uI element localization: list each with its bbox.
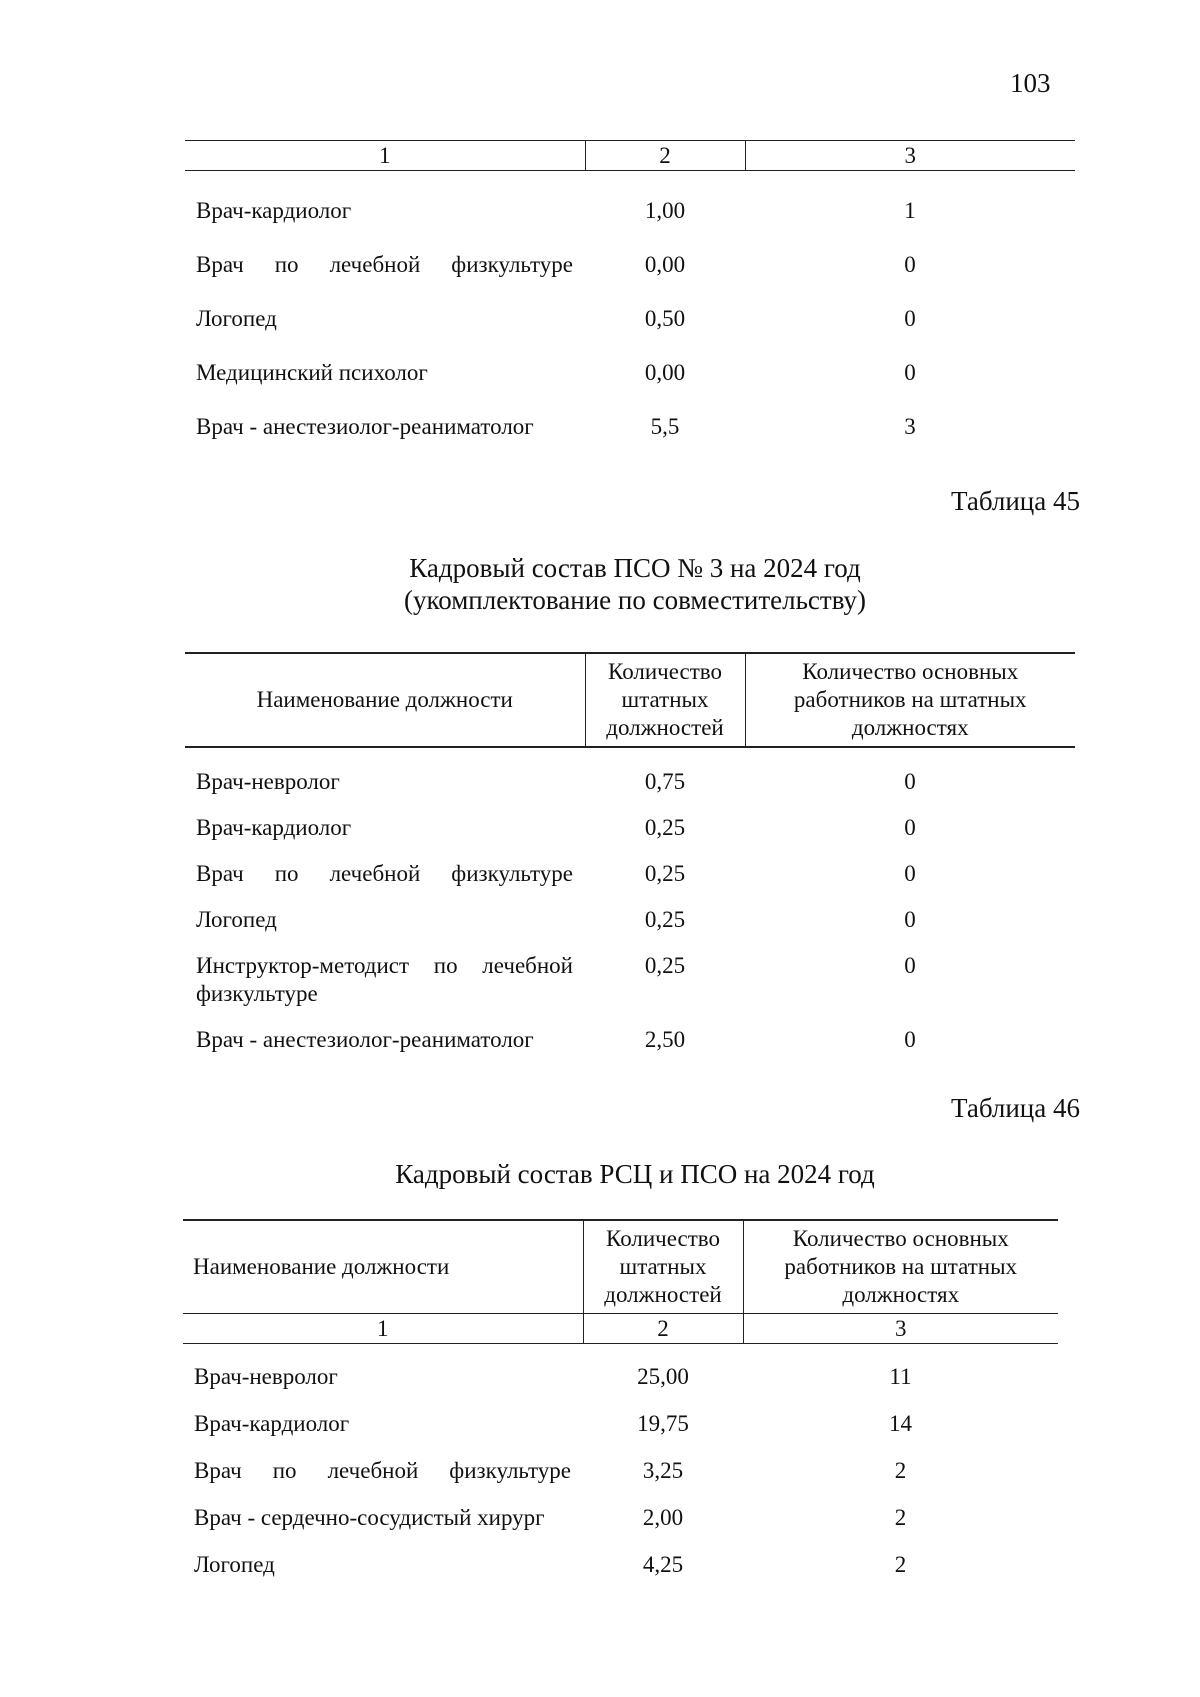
staff-count: 0,25: [644, 907, 686, 932]
position-name: Врач-кардиолог: [196, 198, 352, 223]
table-row: [183, 1391, 1058, 1438]
staff-count: 0,75: [644, 769, 686, 794]
worker-count: 3: [904, 414, 916, 439]
staff-count: 25,00: [637, 1364, 689, 1389]
column-number: 2: [583, 1314, 743, 1344]
staff-count: 0,25: [644, 953, 686, 978]
table-46: [183, 1219, 1058, 1579]
column-number: 2: [585, 141, 745, 171]
table-row: [185, 842, 1075, 888]
column-number-row: [185, 141, 1075, 171]
table-45-subtitle: (укомплектование по совместительству): [403, 585, 867, 615]
position-name: Врач-кардиолог: [194, 1411, 350, 1436]
position-name: Врач - анестезиолог-реаниматолог: [196, 414, 534, 439]
header-row: [185, 653, 1075, 747]
table-row: [185, 171, 1075, 226]
table-45-title: Кадровый состав ПСО № 3 на 2024 год: [409, 553, 861, 583]
position-name: Врач-невролог: [194, 1364, 338, 1389]
position-name: Логопед: [194, 1552, 275, 1577]
worker-count: 0: [904, 861, 916, 886]
header-position-name: Наименование должности: [183, 1220, 583, 1314]
position-name: Врач по лечебной физкультуре: [196, 861, 573, 886]
header-position-name: Наименование должности: [185, 653, 585, 747]
position-name: Врач по лечебной физкультуре: [194, 1458, 571, 1483]
staff-count: 2,50: [644, 1027, 686, 1052]
worker-count: 14: [889, 1411, 912, 1436]
table-45: [185, 652, 1075, 1054]
table-row: [185, 333, 1075, 387]
position-name: Врач - анестезиолог-реаниматолог: [196, 1027, 534, 1052]
table-row: [185, 1008, 1075, 1054]
header-worker-count: Количество основных работников на штатных должностях: [745, 653, 1075, 747]
header-staff-count: Количество штатных должностей: [583, 1220, 743, 1314]
staff-count: 1,00: [644, 198, 686, 223]
header-staff-count: Количество штатных должностей: [585, 653, 745, 747]
worker-count: 0: [904, 907, 916, 932]
worker-count: 0: [904, 1027, 916, 1052]
worker-count: 0: [904, 252, 916, 277]
worker-count: 1: [904, 198, 916, 223]
staff-count: 0,00: [644, 252, 686, 277]
position-name: Врач - сердечно-сосудистый хирург: [194, 1505, 545, 1530]
table-row: [183, 1485, 1058, 1532]
table-46-title: Кадровый состав РСЦ и ПСО на 2024 год: [395, 1159, 875, 1189]
worker-count: 2: [894, 1458, 907, 1483]
staff-count: 0,25: [644, 815, 686, 840]
column-number: 3: [745, 141, 1075, 171]
table-row: [185, 888, 1075, 934]
worker-count: 0: [904, 769, 916, 794]
table-row: [185, 279, 1075, 333]
worker-count: 0: [904, 360, 916, 385]
worker-count: 11: [889, 1364, 912, 1389]
page-number: 103: [1010, 68, 1051, 98]
header-worker-count: Количество основных работников на штатных должностях: [743, 1220, 1058, 1314]
position-name: Медицинский психолог: [196, 360, 428, 385]
table-row: [185, 225, 1075, 279]
staff-count: 5,5: [650, 414, 680, 439]
header-row: [183, 1220, 1058, 1314]
staff-count: 3,25: [642, 1458, 684, 1483]
table-row: [185, 934, 1075, 1008]
table-row: [183, 1438, 1058, 1485]
staff-count: 2,00: [642, 1505, 684, 1530]
position-name: Логопед: [196, 306, 277, 331]
staff-count: 0,50: [644, 306, 686, 331]
staff-count: 4,25: [642, 1552, 684, 1577]
continued-staff-table: [185, 140, 1075, 441]
worker-count: 0: [904, 815, 916, 840]
table-45-label: Таблица 45: [951, 486, 1080, 516]
column-number: 3: [743, 1314, 1058, 1344]
worker-count: 0: [904, 306, 916, 331]
staff-count: 0,00: [644, 360, 686, 385]
position-name: Врач-кардиолог: [196, 815, 352, 840]
table-row: [185, 747, 1075, 796]
column-number: 1: [183, 1314, 583, 1344]
worker-count: 0: [904, 953, 916, 978]
worker-count: 2: [894, 1552, 907, 1577]
position-name: Врач-невролог: [196, 769, 340, 794]
table-row: [185, 387, 1075, 441]
staff-count: 19,75: [637, 1411, 689, 1436]
column-number: 1: [185, 141, 585, 171]
table-row: [185, 796, 1075, 842]
table-46-label: Таблица 46: [951, 1093, 1080, 1123]
column-number-row: [183, 1314, 1058, 1344]
position-name: Логопед: [196, 907, 277, 932]
table-row: [183, 1532, 1058, 1579]
position-name: Врач по лечебной физкультуре: [196, 252, 573, 277]
staff-count: 0,25: [644, 861, 686, 886]
position-name: Инструктор-методист по лечебной физкультуре: [196, 953, 573, 1006]
worker-count: 2: [894, 1505, 907, 1530]
table-row: [183, 1344, 1058, 1392]
